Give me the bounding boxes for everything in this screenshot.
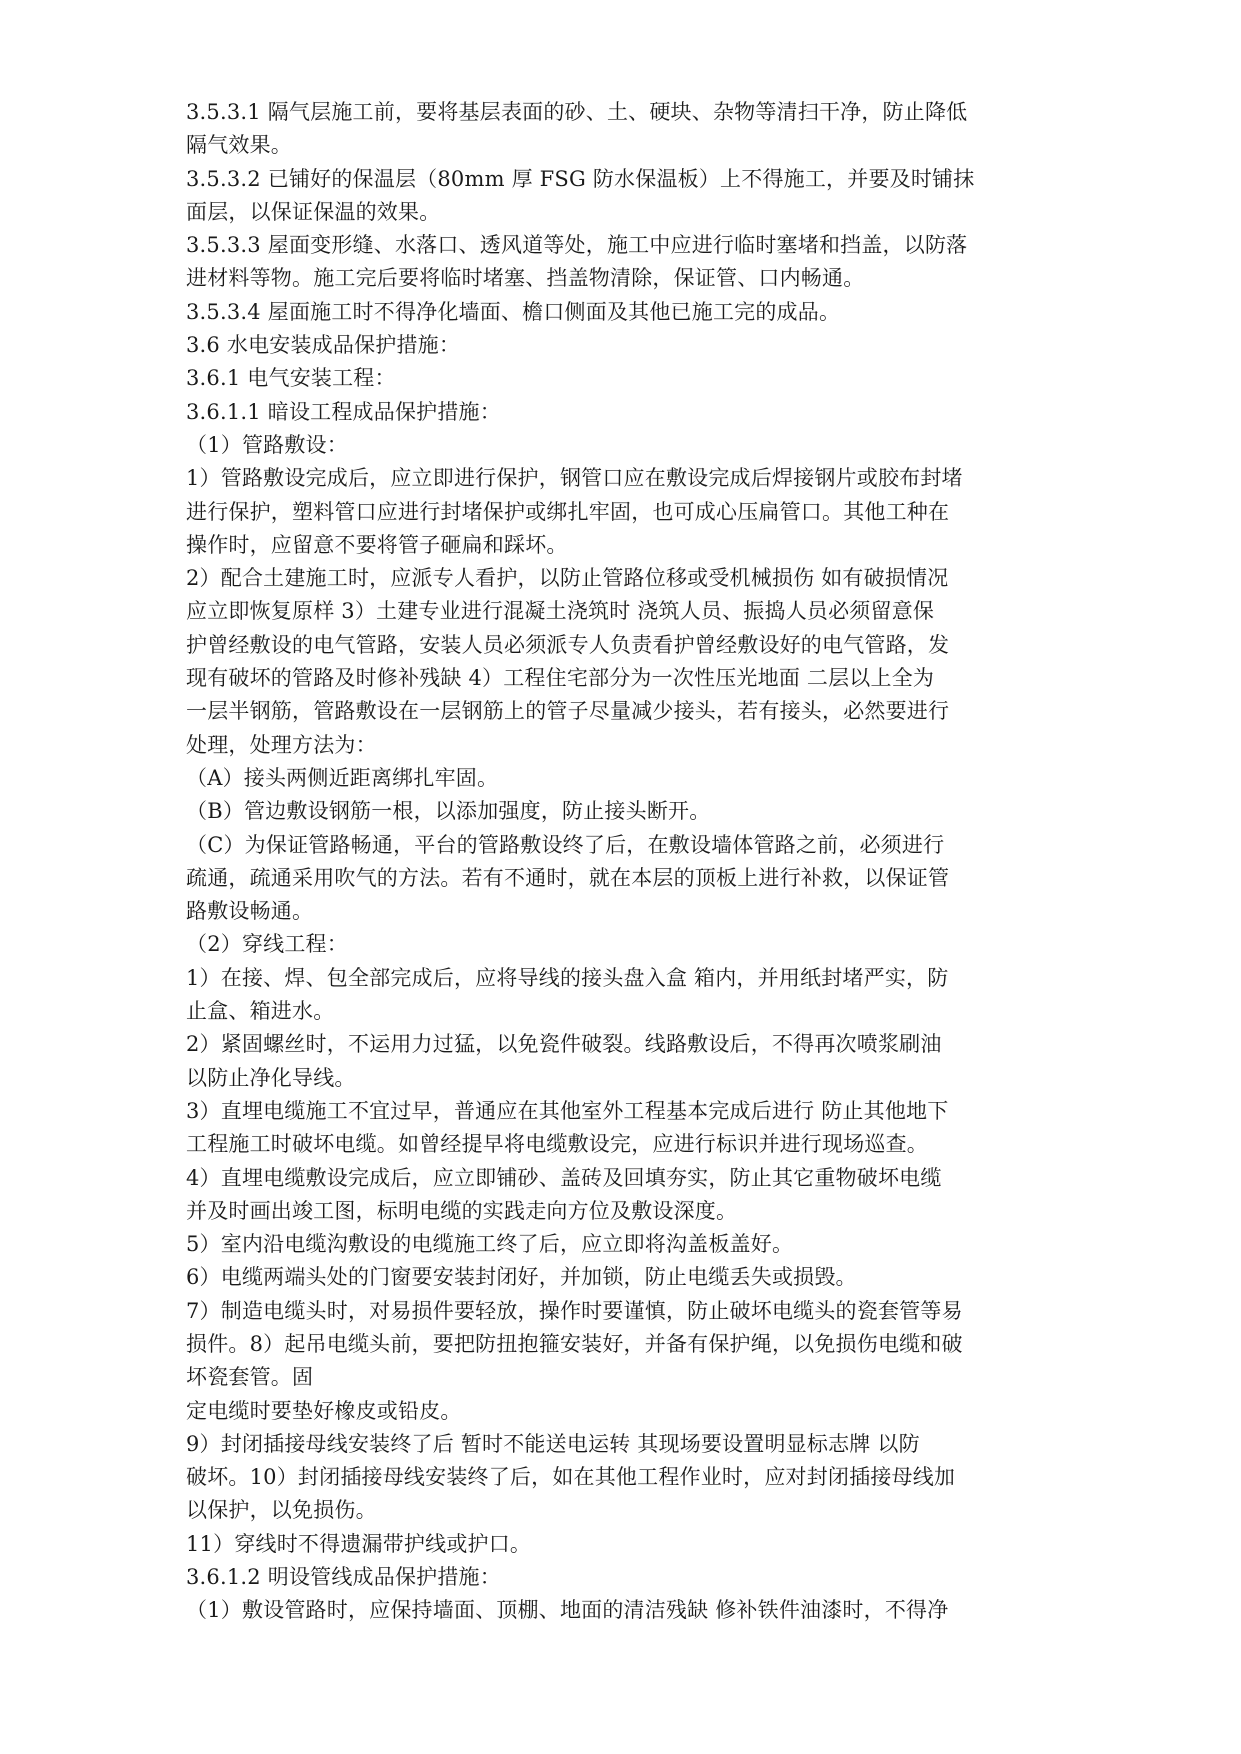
text-line: 1）管路敷设完成后，应立即进行保护，钢管口应在敷设完成后焊接钢片或胶布封堵 [186, 466, 963, 491]
text-line: 3.6.1.2 明设管线成品保护措施： [186, 1565, 501, 1590]
text-line: 应立即恢复原样 3）土建专业进行混凝土浇筑时 浇筑人员、振捣人员必须留意保 [186, 599, 935, 624]
text-line: 3.6.1 电气安装工程： [186, 366, 396, 391]
text-line: 定电缆时要垫好橡皮或铅皮。 [186, 1398, 462, 1423]
text-line: （A）接头两侧近距离绑扎牢固。 [186, 765, 499, 790]
document-body [186, 96, 1086, 1628]
text-line: 以保护，以免损伤。 [186, 1498, 377, 1523]
text-line: （1）管路敷设： [186, 432, 348, 457]
text-line: 坏瓷套管。固 [186, 1365, 314, 1390]
text-line: 处理，处理方法为： [186, 732, 377, 757]
text-line: （2）穿线工程： [186, 932, 348, 957]
text-line: 工程施工时破坏电缆。如曾经提早将电缆敷设完，应进行标识并进行现场巡查。 [186, 1132, 928, 1157]
text-line: 5）室内沿电缆沟敷设的电缆施工终了后，应立即将沟盖板盖好。 [186, 1232, 794, 1257]
text-line: 9）封闭插接母线安装终了后 暂时不能送电运转 其现场要设置明显标志牌 以防 [186, 1431, 920, 1456]
text-line: 1）在接、焊、包全部完成后，应将导线的接头盘入盒 箱内，并用纸封堵严实，防 [186, 965, 949, 990]
text-line: 2）配合土建施工时，应派专人看护，以防止管路位移或受机械损伤 如有破损情况 [186, 566, 949, 591]
text-line: 一层半钢筋，管路敷设在一层钢筋上的管子尽量减少接头，若有接头，必然要进行 [186, 699, 950, 724]
text-line: 止盒、箱进水。 [186, 999, 335, 1024]
text-line: 3.5.3.2 已铺好的保温层（80mm 厚 FSG 防水保温板）上不得施工，并要及时铺抹 [186, 166, 975, 191]
text-line: 3.6 水电安装成品保护措施： [186, 333, 461, 358]
text-line: 3.5.3.4 屋面施工时不得净化墙面、檐口侧面及其他已施工完的成品。 [186, 299, 841, 324]
text-line: （1）敷设管路时，应保持墙面、顶棚、地面的清洁残缺 修补铁件油漆时，不得净 [186, 1598, 949, 1623]
text-line: 破坏。10）封闭插接母线安装终了后，如在其他工程作业时，应对封闭插接母线加 [186, 1465, 956, 1490]
text-line: 现有破坏的管路及时修补残缺 4）工程住宅部分为一次性压光地面 二层以上全为 [186, 666, 935, 691]
text-line: 2）紧固螺丝时，不运用力过猛，以免瓷件破裂。线路敷设后，不得再次喷浆刷油 [186, 1032, 942, 1057]
text-line: 以防止净化导线。 [186, 1065, 356, 1090]
text-line: （B）管边敷设钢筋一根，以添加强度，防止接头断开。 [186, 799, 711, 824]
text-line: 3.5.3.1 隔气层施工前，要将基层表面的砂、土、硬块、杂物等清扫干净，防止降低 [186, 100, 968, 124]
text-line: 进材料等物。施工完后要将临时堵塞、挡盖物清除，保证管、口内畅通。 [186, 266, 865, 291]
text-line: 并及时画出竣工图，标明电缆的实践走向方位及敷设深度。 [186, 1198, 738, 1223]
text-line: 操作时，应留意不要将管子砸扁和踩坏。 [186, 532, 568, 557]
text-line: 路敷设畅通。 [186, 899, 314, 924]
text-line: 4）直埋电缆敷设完成后，应立即铺砂、盖砖及回填夯实，防止其它重物破坏电缆 [186, 1165, 942, 1190]
text-line: 3.6.1.1 暗设工程成品保护措施： [186, 399, 501, 424]
text-line: 3）直埋电缆施工不宜过早，普通应在其他室外工程基本完成后进行 防止其他地下 [186, 1098, 949, 1123]
text-line: 11）穿线时不得遗漏带护线或护口。 [186, 1531, 532, 1556]
text-line: 隔气效果。 [186, 133, 292, 158]
text-line: 面层，以保证保温的效果。 [186, 199, 441, 224]
text-line: 护曾经敷设的电气管路，安装人员必须派专人负责看护曾经敷设好的电气管路，发 [186, 632, 950, 657]
text-line: 3.5.3.3 屋面变形缝、水落口、透风道等处，施工中应进行临时塞堵和挡盖，以防落 [186, 233, 968, 258]
text-line: （C）为保证管路畅通，平台的管路敷设终了后，在敷设墙体管路之前，必须进行 [186, 832, 945, 857]
text-line: 疏通，疏通采用吹气的方法。若有不通时，就在本层的顶板上进行补救，以保证管 [186, 865, 950, 890]
text-line: 6）电缆两端头处的门窗要安装封闭好，并加锁，防止电缆丢失或损毁。 [186, 1265, 857, 1290]
text-line: 损件。8）起吊电缆头前，要把防扭抱箍安装好，并备有保护绳，以免损伤电缆和破 [186, 1331, 963, 1356]
text-line: 进行保护，塑料管口应进行封堵保护或绑扎牢固，也可成心压扁管口。其他工种在 [186, 499, 950, 524]
text-line: 7）制造电缆头时，对易损件要轻放，操作时要谨慎，防止破坏电缆头的瓷套管等易 [186, 1298, 963, 1323]
